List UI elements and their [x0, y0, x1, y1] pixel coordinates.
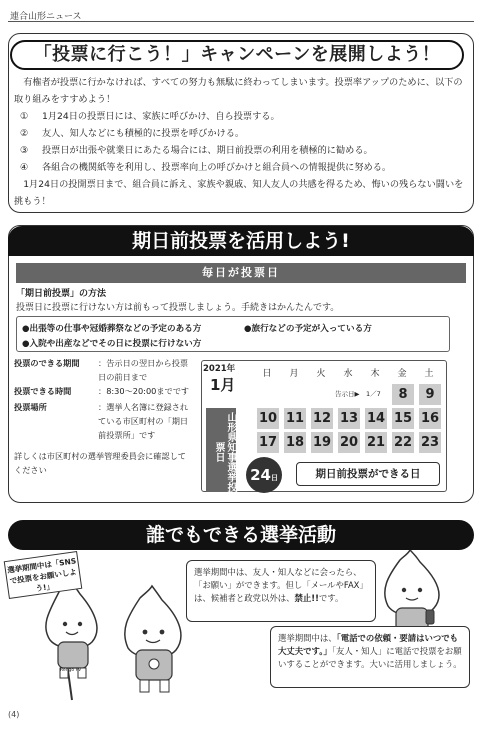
early-voting-title: 期日前投票を活用しよう! [8, 226, 474, 256]
condition-item: ●出張等の仕事や冠婚葬祭などの予定のある方 [22, 324, 202, 334]
weekday-label: 火 [316, 369, 326, 379]
period-value: ：告示日の翌日から投票日の前日まで [98, 358, 189, 382]
sns-sign: 選挙期間中は「SNSで投票をお願いしよう!」 [4, 551, 83, 599]
calendar-day: 21 [365, 432, 387, 453]
mascot-right [385, 550, 439, 638]
speech-bubble-email: 選挙期間中は、友人・知人などに会ったら、「お願い」ができます。但し「メールやFAX」は、候補者と政党以外は、禁止!!です。 [186, 560, 376, 622]
campaign-intro: 有権者が投票に行かなければ、すべての努力も無駄に終わってしまいます。投票率アップのために、以下の取り組みをすすめよう！ [14, 77, 463, 105]
calendar-day: 19 [311, 432, 333, 453]
campaign-item: ③ 投票日が出張や就業日にあたる場合には、期日前投票の利用を積極的に勧める。 [20, 145, 373, 156]
calendar-day: 13 [338, 408, 360, 429]
campaign-item: ② 友人、知人などにも積極的に投票を呼びかける。 [20, 128, 245, 139]
method-text: 投票日に投票に行けない方は前もって投票しましょう。手続きはかんたんです。 [16, 303, 340, 313]
method-title: 「期日前投票」の方法 [16, 289, 107, 299]
condition-item: ●旅行などの予定が入っている方 [244, 324, 372, 334]
place-label: 投票場所 [14, 402, 47, 412]
early-voting-days-label: 期日前投票ができる日 [296, 462, 440, 486]
announcement-date: 告示日▶ 1／7 [335, 390, 381, 398]
calendar-day: 18 [284, 432, 306, 453]
weekday-label: 土 [424, 369, 434, 379]
period-label: 投票のできる期間 [14, 358, 80, 368]
time-value: ：8:30〜20:00までです [98, 386, 190, 396]
weekday-label: 木 [370, 369, 380, 379]
calendar-year: 2021年 [203, 364, 236, 374]
campaign-item: ④ 各組合の機関紙等を利用し、投票率向上の呼びかけと組合員への情報提供に努める。 [20, 162, 392, 173]
calendar-day: 20 [338, 432, 360, 453]
calendar-day: 12 [311, 408, 333, 429]
condition-item: ●入院や出産などでその日に投票に行けない方 [22, 339, 202, 349]
weekday-label: 日 [262, 369, 272, 379]
election-day-badge: 24日 [246, 457, 282, 493]
campaigning-title: 誰でもできる選挙活動 [8, 520, 474, 550]
calendar-day: 23 [419, 432, 441, 453]
daily-banner: 毎日が投票日 [16, 263, 466, 283]
calendar-day: 22 [392, 432, 414, 453]
calendar-day: 11 [284, 408, 306, 429]
weekday-label: 月 [289, 369, 299, 379]
campaign-item: ① 1月24日の投票日には、家族に呼びかけ、自ら投票する。 [20, 111, 280, 122]
weekday-label: 金 [397, 369, 407, 379]
illustration-credit: Rengo FV [60, 668, 82, 673]
calendar-day: 16 [419, 408, 441, 429]
page-header [8, 4, 474, 22]
campaign-title: 「投票に行こう！」キャンペーンを展開しよう！ [10, 40, 464, 70]
speech-bubble-phone: 選挙期間中は、「電話での依頼・要請はいつでも大丈夫です。」「友人・知人」に電話で投票をお願いすることができます。大いに活用しましょう。 [270, 626, 470, 688]
campaign-closing: 1月24日の投開票日まで、組合員に訴え、家族や親戚、知人友人の共感を得るため、悔いの残らない闘いを挑もう！ [14, 179, 464, 207]
mascot-left [46, 580, 97, 678]
calendar-day: 9 [419, 384, 441, 405]
campaign-body [14, 74, 466, 210]
time-label: 投票できる時間 [14, 386, 72, 396]
mascot-center [125, 586, 181, 692]
election-day-label: 山形県知事選挙投票日 [206, 408, 236, 492]
calendar-day: 10 [257, 408, 279, 429]
page-number: (4) [8, 710, 20, 719]
calendar-day: 8 [392, 384, 414, 405]
calendar-day: 14 [365, 408, 387, 429]
weekday-label: 水 [343, 369, 353, 379]
calendar-day: 17 [257, 432, 279, 453]
publication-name: 連合山形ニュース [10, 12, 82, 22]
calendar-month: 1月 [210, 376, 236, 394]
inquiry-note: 詳しくは市区町村の選挙管理委員会に確認してください [14, 451, 186, 475]
calendar-day: 15 [392, 408, 414, 429]
place-value: ：選挙人名簿に登録されている市区町村の「期日前投票所」です [98, 402, 189, 440]
